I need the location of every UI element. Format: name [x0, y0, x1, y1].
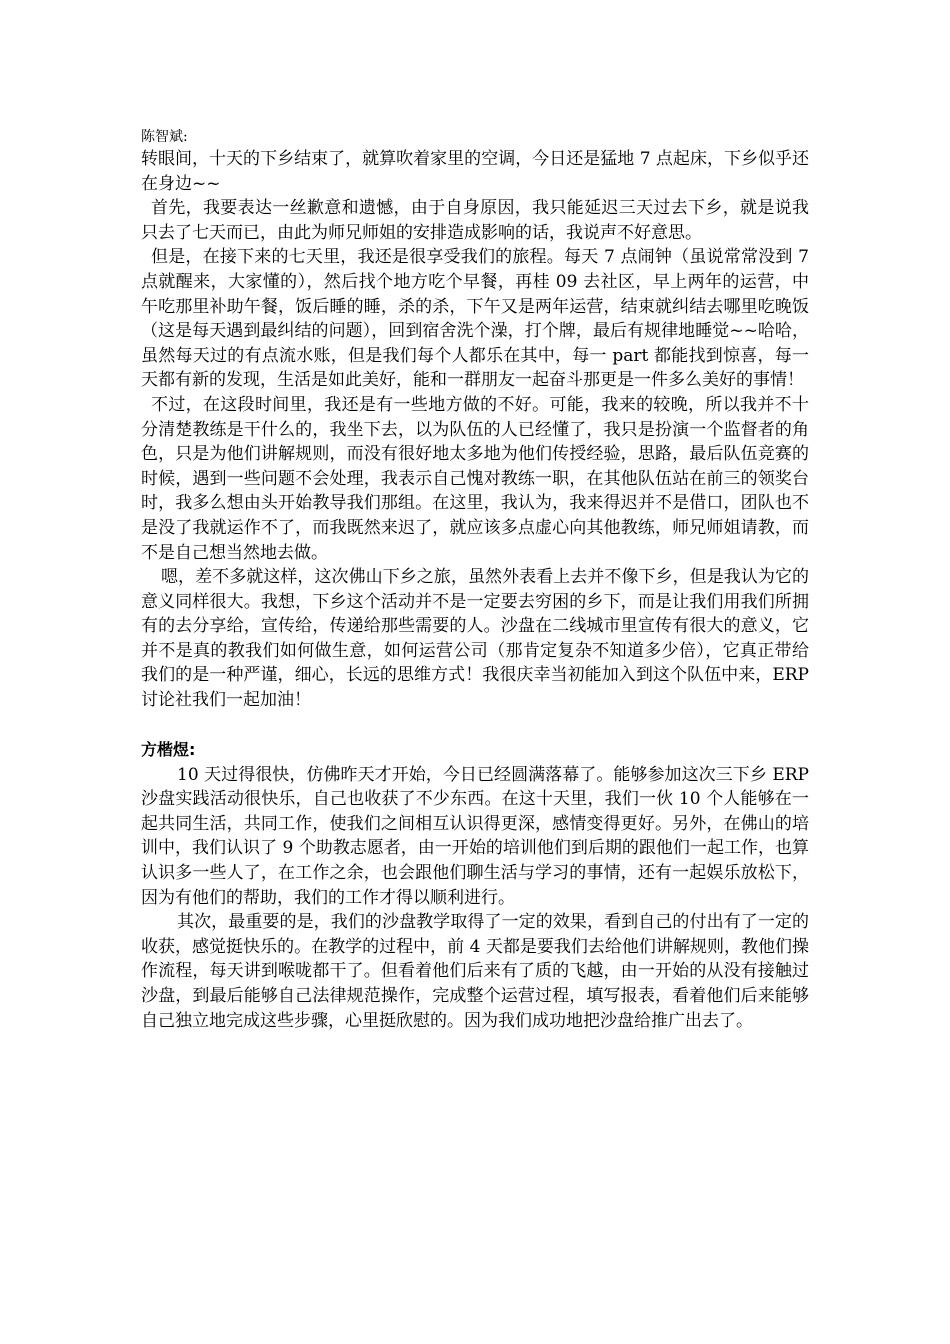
paragraph: 其次，最重要的是，我们的沙盘教学取得了一定的效果，看到自己的付出有了一定的收获，感觉挺快乐的。在教学的过程中，前 4 天都是要我们去给他们讲解规则，教他们操作流程，每天讲到喉咙都干了。但看着他们后来有了质的飞越，由一开始的从没有接触过沙盘，到最后能够自己法律规范操作，完成整个运营过程，填写报表，看着他们后来能够自己独立地完成这些步骤，心里挺欣慰的。因为我们成功地把沙盘给推广出去了。	[141, 912, 809, 1031]
paragraph: 嗯，差不多就这样，这次佛山下乡之旅，虽然外表看上去并不像下乡，但是我认为它的意义同样很大。我想，下乡这个活动并不是一定要去穷困的乡下，而是让我们用我们所拥有的去分享给，宣传给，传递给那些需要的人。沙盘在二线城市里宣传有很大的意义，它并不是真的教我们如何做生意，如何运营公司（那肯定复杂不知道多少倍），它真正带给我们的是一种严谨，细心，长远的思维方式！我很庆幸当初能加入到这个队伍中来，ERP 讨论社我们一起加油！	[141, 567, 809, 711]
paragraph: 但是，在接下来的七天里，我还是很享受我们的旅程。每天 7 点闹钟（虽说常常没到 7 点就醒来，大家懂的），然后找个地方吃个早餐，再桂 09 去社区，早上两年的运营，中午吃那里补助午餐，饭后睡的睡，杀的杀，下午又是两年运营，结束就纠结去哪里吃晚饭（这是每天遇到最纠结的问题），回到宿舍洗个澡，打个牌，最后有规律地睡觉~~哈哈，虽然每天过的有点流水账，但是我们每个人都乐在其中，每一 part 都能找到惊喜，每一天都有新的发现，生活是如此美好，能和一群朋友一起奋斗那更是一件多么美好的事情！	[141, 247, 809, 391]
author-name-chen: 陈智斌:	[141, 129, 188, 145]
paragraph: 首先，我要表达一丝歉意和遗憾，由于自身原因，我只能延迟三天过去下乡，就是说我只去了七天而已，由此为师兄师姐的安排造成影响的话，我说声不好意思。	[141, 198, 809, 243]
paragraph: 10 天过得很快，仿佛昨天才开始，今日已经圆满落幕了。能够参加这次三下乡 ERP 沙盘实践活动很快乐，自己也收获了不少东西。在这十天里，我们一伙 10 个人能够在一起共同生活，共同工作，使我们之间相互认识得更深，感情变得更好。另外，在佛山的培训中，我们认识了 9 个助教志愿者，由一开始的培训他们到后期的跟他们一起工作，也算认识多一些人了，在工作之余，也会跟他们聊生活与学习的事情，还有一起娱乐放松下，因为有他们的帮助，我们的工作才得以顺利进行。	[141, 764, 809, 908]
paragraph: 不过，在这段时间里，我还是有一些地方做的不好。可能，我来的较晚，所以我并不十分清楚教练是干什么的，我坐下去，以为队伍的人已经懂了，我只是扮演一个监督者的角色，只是为他们讲解规则，而没有很好地太多地为他们传授经验，思路，最后队伍竞赛的时候，遇到一些问题不会处理，我表示自己愧对教练一职，在其他队伍站在前三的领奖台时，我多么想由头开始教导我们那组。在这里，我认为，我来得迟并不是借口，团队也不是没了我就运作不了，而我既然来迟了，就应该多点虚心向其他教练，师兄师姐请教，而不是自己想当然地去做。	[141, 394, 809, 563]
paragraph: 转眼间，十天的下乡结束了，就算吹着家里的空调，今日还是猛地 7 点起床，下乡似乎还在身边~~	[141, 149, 809, 194]
section-spacer	[141, 713, 809, 737]
document-page	[141, 127, 809, 1033]
author-name-fang: 方楷煜:	[141, 739, 196, 759]
